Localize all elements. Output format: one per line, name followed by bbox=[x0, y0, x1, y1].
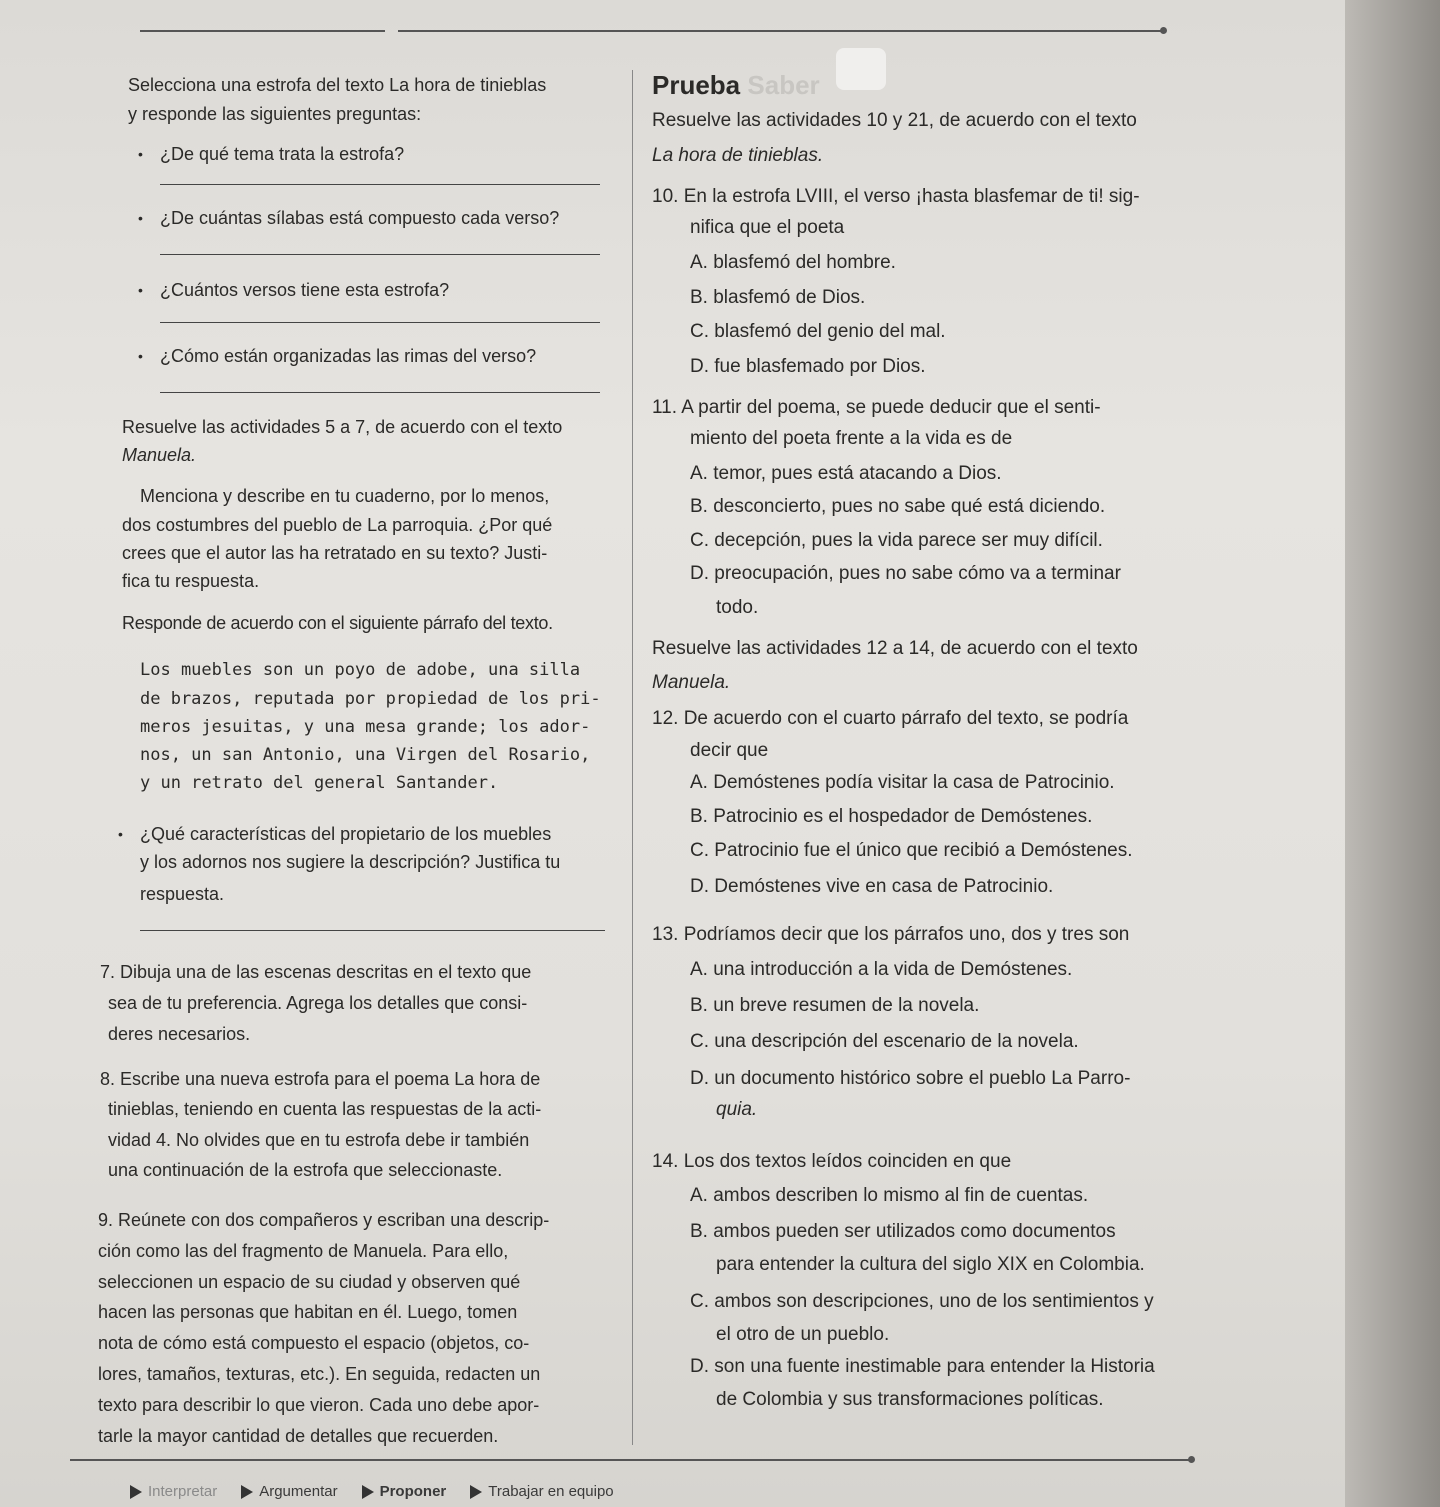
question-14-option-b-line-2[interactable]: para entender la cultura del siglo XIX en Colombia. bbox=[716, 1254, 1145, 1275]
question-14-option-b-line-1[interactable]: B. ambos pueden ser utilizados como documentos bbox=[690, 1221, 1116, 1242]
bottom-rule-dot bbox=[1188, 1456, 1195, 1463]
question-13-option-d-line-1[interactable]: D. un documento histórico sobre el pueblo La Parro- bbox=[690, 1068, 1131, 1089]
question-12-option-b[interactable]: B. Patrocinio es el hospedador de Demóstenes. bbox=[690, 806, 1093, 827]
activity-5-line-3: crees que el autor las ha retratado en su texto? Justi- bbox=[122, 543, 548, 563]
section-heading-12-14: Resuelve las actividades 12 a 14, de acuerdo con el texto bbox=[652, 638, 1138, 659]
footer-item bbox=[362, 1483, 447, 1500]
activity-9-line-8: tarle la mayor cantidad de detalles que recuerden. bbox=[98, 1426, 499, 1446]
competency-footer bbox=[130, 1483, 614, 1500]
answer-line[interactable] bbox=[160, 322, 600, 323]
question-propietario-line-2: y los adornos nos sugiere la descripción? Justifica tu bbox=[140, 852, 561, 872]
question-14-option-c-line-1[interactable]: C. ambos son descripciones, uno de los sentimientos y bbox=[690, 1291, 1154, 1312]
question-10-option-b[interactable]: B. blasfemó de Dios. bbox=[690, 287, 866, 308]
quote-line-4: nos, un san Antonio, una Virgen del Rosario, bbox=[140, 745, 591, 765]
question-11-line-2: miento del poeta frente a la vida es de bbox=[690, 428, 1013, 449]
question-10-option-c[interactable]: C. blasfemó del genio del mal. bbox=[690, 321, 946, 342]
left-intro-line-1: Selecciona una estrofa del texto La hora de tinieblas bbox=[128, 75, 547, 95]
activity-7-line-1: 7. Dibuja una de las escenas descritas en el texto que bbox=[100, 962, 532, 982]
question-13: 13. Podríamos decir que los párrafos uno, dos y tres son bbox=[652, 924, 1130, 945]
saber-logo-icon bbox=[836, 48, 886, 90]
activity-9-line-1: 9. Reúnete con dos compañeros y escriban una descrip- bbox=[98, 1210, 550, 1230]
top-rule-left bbox=[140, 30, 385, 32]
question-13-option-b[interactable]: B. un breve resumen de la novela. bbox=[690, 995, 980, 1016]
question-11-option-b[interactable]: B. desconcierto, pues no sabe qué está diciendo. bbox=[690, 496, 1106, 517]
quote-line-3: meros jesuitas, y una mesa grande; los ador- bbox=[140, 717, 591, 737]
question-rimas: • ¿Cómo están organizadas las rimas del verso? bbox=[160, 346, 536, 368]
question-14-option-c-line-2[interactable]: el otro de un pueblo. bbox=[716, 1324, 890, 1345]
question-10-line-2: nifica que el poeta bbox=[690, 217, 845, 238]
arrow-icon bbox=[470, 1485, 482, 1499]
rule-end-dot bbox=[1160, 27, 1167, 34]
activity-8-line-3: vidad 4. No olvides que en tu estrofa debe ir también bbox=[108, 1130, 530, 1150]
quote-line-1: Los muebles son un poyo de adobe, una silla bbox=[140, 660, 581, 680]
activity-9-line-3: seleccionen un espacio de su ciudad y observen qué bbox=[98, 1272, 521, 1292]
activity-9-line-2: ción como las del fragmento de Manuela. Para ello, bbox=[98, 1241, 509, 1261]
activity-9-line-4: hacen las personas que habitan en él. Luego, tomen bbox=[98, 1302, 518, 1322]
footer-item bbox=[130, 1483, 217, 1500]
question-12-line-2: decir que bbox=[690, 740, 769, 761]
activity-5-line-2: dos costumbres del pueblo de La parroquia. ¿Por qué bbox=[122, 515, 553, 535]
activity-5-line-1: Menciona y describe en tu cuaderno, por lo menos, bbox=[140, 486, 550, 506]
question-14-option-a[interactable]: A. ambos describen lo mismo al fin de cuentas. bbox=[690, 1185, 1089, 1206]
column-divider bbox=[632, 70, 633, 1445]
question-10-option-d[interactable]: D. fue blasfemado por Dios. bbox=[690, 356, 926, 377]
arrow-icon bbox=[241, 1485, 253, 1499]
question-13-option-c[interactable]: C. una descripción del escenario de la novela. bbox=[690, 1031, 1079, 1052]
question-estrofa-tema: • ¿De qué tema trata la estrofa? bbox=[160, 144, 404, 166]
question-11-line-1: 11. A partir del poema, se puede deducir que el senti- bbox=[652, 397, 1101, 418]
section-heading-5-7: Resuelve las actividades 5 a 7, de acuerdo con el texto bbox=[122, 417, 563, 437]
activity-7-line-3: deres necesarios. bbox=[108, 1024, 251, 1044]
prueba-heading-faded: Saber bbox=[747, 70, 820, 100]
answer-line[interactable] bbox=[160, 392, 600, 393]
arrow-icon bbox=[130, 1485, 142, 1499]
question-14: 14. Los dos textos leídos coinciden en que bbox=[652, 1151, 1012, 1172]
question-propietario-line-3: respuesta. bbox=[140, 884, 225, 904]
question-14-option-d-line-2[interactable]: de Colombia y sus transformaciones políticas. bbox=[716, 1389, 1104, 1410]
question-12-line-1: 12. De acuerdo con el cuarto párrafo del texto, se podría bbox=[652, 708, 1129, 729]
footer-item bbox=[241, 1483, 337, 1500]
bottom-rule bbox=[70, 1459, 1190, 1461]
question-13-option-d-line-2[interactable]: quia. bbox=[716, 1099, 758, 1120]
left-intro-line-2: y responde las siguientes preguntas: bbox=[128, 104, 422, 124]
page-edge-background bbox=[1345, 0, 1440, 1507]
question-silabas: • ¿De cuántas sílabas está compuesto cada verso? bbox=[160, 208, 559, 230]
question-12-option-c[interactable]: C. Patrocinio fue el único que recibió a Demóstenes. bbox=[690, 840, 1133, 861]
activity-5-line-4: fica tu respuesta. bbox=[122, 571, 260, 591]
question-14-option-d-line-1[interactable]: D. son una fuente inestimable para entender la Historia bbox=[690, 1356, 1155, 1377]
question-13-option-a[interactable]: A. una introducción a la vida de Demóstenes. bbox=[690, 959, 1073, 980]
question-10-line-1: 10. En la estrofa LVIII, el verso ¡hasta blasfemar de ti! sig- bbox=[652, 186, 1140, 207]
section-heading-12-14-text: Manuela. bbox=[652, 672, 731, 693]
activity-9-line-5: nota de cómo está compuesto el espacio (objetos, co- bbox=[98, 1333, 530, 1353]
prueba-heading bbox=[652, 70, 820, 101]
quote-line-5: y un retrato del general Santander. bbox=[140, 773, 499, 793]
question-versos: • ¿Cuántos versos tiene esta estrofa? bbox=[160, 280, 449, 302]
activity-8-line-2: tinieblas, teniendo en cuenta las respuestas de la acti- bbox=[108, 1099, 542, 1119]
activity-6-instruction: Responde de acuerdo con el siguiente párrafo del texto. bbox=[122, 613, 553, 633]
right-intro-line-1: Resuelve las actividades 10 y 21, de acuerdo con el texto bbox=[652, 110, 1137, 131]
answer-line[interactable] bbox=[160, 254, 600, 255]
answer-line[interactable] bbox=[160, 184, 600, 185]
footer-item-label: Proponer bbox=[379, 1483, 447, 1500]
question-11-option-c[interactable]: C. decepción, pues la vida parece ser muy difícil. bbox=[690, 530, 1103, 551]
question-10-option-a[interactable]: A. blasfemó del hombre. bbox=[690, 252, 896, 273]
prueba-heading-main: Prueba bbox=[652, 70, 741, 100]
footer-item bbox=[470, 1483, 613, 1500]
footer-item-label: Argumentar bbox=[259, 1483, 338, 1500]
answer-line[interactable] bbox=[140, 930, 605, 931]
right-intro-line-2: La hora de tinieblas. bbox=[652, 145, 824, 166]
activity-8-line-1: 8. Escribe una nueva estrofa para el poema La hora de bbox=[100, 1069, 541, 1089]
top-rule-right bbox=[398, 30, 1163, 32]
quote-line-2: de brazos, reputada por propiedad de los pri- bbox=[140, 689, 601, 709]
question-11-option-d-line-2[interactable]: todo. bbox=[716, 597, 759, 618]
question-propietario-line-1: • ¿Qué características del propietario de los muebles bbox=[140, 824, 551, 846]
section-heading-text-name: Manuela. bbox=[122, 445, 197, 465]
activity-7-line-2: sea de tu preferencia. Agrega los detalles que consi- bbox=[108, 993, 528, 1013]
question-12-option-d[interactable]: D. Demóstenes vive en casa de Patrocinio. bbox=[690, 876, 1054, 897]
footer-item-label: Interpretar bbox=[148, 1483, 218, 1500]
activity-9-line-6: lores, tamaños, texturas, etc.). En seguida, redacten un bbox=[98, 1364, 541, 1384]
question-11-option-d-line-1[interactable]: D. preocupación, pues no sabe cómo va a terminar bbox=[690, 563, 1121, 584]
question-12-option-a[interactable]: A. Demóstenes podía visitar la casa de Patrocinio. bbox=[690, 772, 1115, 793]
arrow-icon bbox=[362, 1485, 374, 1499]
activity-9-line-7: texto para describir lo que vieron. Cada uno debe apor- bbox=[98, 1395, 540, 1415]
footer-item-label: Trabajar en equipo bbox=[488, 1483, 614, 1500]
question-11-option-a[interactable]: A. temor, pues está atacando a Dios. bbox=[690, 463, 1002, 484]
activity-8-line-4: una continuación de la estrofa que seleccionaste. bbox=[108, 1160, 503, 1180]
